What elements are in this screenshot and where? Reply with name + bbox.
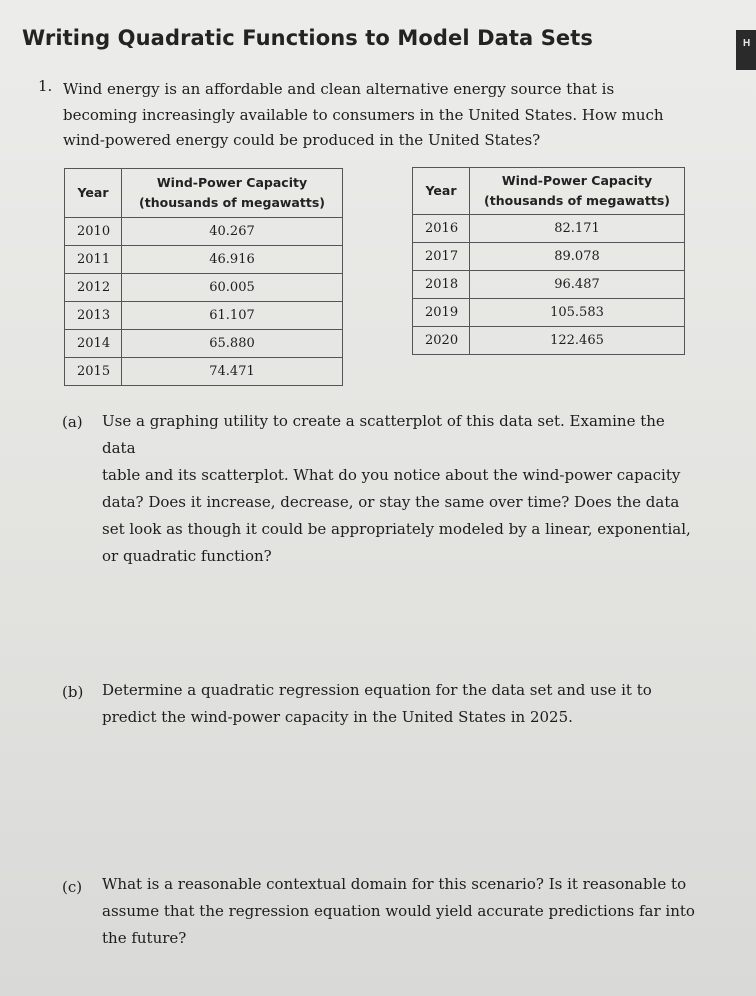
question-line: wind-powered energy could be produced in the United States? xyxy=(63,131,541,149)
part-line: What is a reasonable contextual domain for this scenario? Is it reasonable to xyxy=(102,875,687,893)
capacity-header-line: Wind-Power Capacity xyxy=(501,173,653,188)
table-row xyxy=(413,327,685,355)
part-line: Determine a quadratic regression equation for the data set and use it to xyxy=(102,681,652,699)
table-row xyxy=(65,358,343,386)
table-row xyxy=(413,299,685,327)
table-row xyxy=(65,218,343,246)
year-cell: 2012 xyxy=(65,274,122,302)
part-line: Use a graphing utility to create a scatterplot of this data set. Examine the data xyxy=(102,412,665,457)
table-row xyxy=(413,215,685,243)
part-line: or quadratic function? xyxy=(102,547,272,565)
capacity-cell: 74.471 xyxy=(122,358,343,386)
question-line: Wind energy is an affordable and clean alternative energy source that is xyxy=(63,80,615,98)
year-cell: 2010 xyxy=(65,218,122,246)
year-cell: 2013 xyxy=(65,302,122,330)
capacity-header-line: Wind-Power Capacity xyxy=(156,175,308,190)
year-cell: 2018 xyxy=(413,271,470,299)
capacity-cell: 82.171 xyxy=(470,215,685,243)
part-line: data? Does it increase, decrease, or stay the same over time? Does the data xyxy=(102,493,680,511)
year-cell: 2020 xyxy=(413,327,470,355)
capacity-header-line: (thousands of megawatts) xyxy=(484,193,670,208)
part-b-label: (b) xyxy=(62,683,84,701)
part-a-label: (a) xyxy=(62,413,83,431)
part-line: the future? xyxy=(102,929,187,947)
capacity-cell: 61.107 xyxy=(122,302,343,330)
question-number: 1. xyxy=(38,77,53,95)
part-a-text xyxy=(102,408,702,570)
year-cell: 2015 xyxy=(65,358,122,386)
year-cell: 2017 xyxy=(413,243,470,271)
capacity-cell: 65.880 xyxy=(122,330,343,358)
question-text xyxy=(63,77,673,154)
year-cell: 2011 xyxy=(65,246,122,274)
data-table-left xyxy=(64,168,343,386)
table-row xyxy=(65,274,343,302)
capacity-cell: 89.078 xyxy=(470,243,685,271)
capacity-cell: 60.005 xyxy=(122,274,343,302)
question-line: becoming increasingly available to consumers in the United States. How much xyxy=(63,105,664,124)
corner-tab: H xyxy=(736,30,756,70)
table-row xyxy=(65,302,343,330)
table-row xyxy=(413,243,685,271)
data-table-right xyxy=(412,167,685,355)
part-line: set look as though it could be appropriately modeled by a linear, exponential, xyxy=(102,520,691,538)
table-row xyxy=(413,271,685,299)
table-row xyxy=(65,246,343,274)
part-c-label: (c) xyxy=(62,878,83,896)
capacity-header xyxy=(122,169,343,218)
part-c-text xyxy=(102,871,702,952)
page-title: Writing Quadratic Functions to Model Data Sets xyxy=(22,26,593,50)
capacity-cell: 122.465 xyxy=(470,327,685,355)
year-header: Year xyxy=(413,168,470,215)
capacity-cell: 105.583 xyxy=(470,299,685,327)
part-line: table and its scatterplot. What do you notice about the wind-power capacity xyxy=(102,466,681,484)
part-line: assume that the regression equation would yield accurate predictions far into xyxy=(102,902,695,920)
capacity-header xyxy=(470,168,685,215)
part-b-text xyxy=(102,677,702,731)
year-cell: 2019 xyxy=(413,299,470,327)
capacity-cell: 96.487 xyxy=(470,271,685,299)
part-line: predict the wind-power capacity in the United States in 2025. xyxy=(102,708,573,726)
year-cell: 2014 xyxy=(65,330,122,358)
capacity-cell: 40.267 xyxy=(122,218,343,246)
year-cell: 2016 xyxy=(413,215,470,243)
year-header: Year xyxy=(65,169,122,218)
capacity-cell: 46.916 xyxy=(122,246,343,274)
table-row xyxy=(65,330,343,358)
capacity-header-line: (thousands of megawatts) xyxy=(139,195,325,210)
